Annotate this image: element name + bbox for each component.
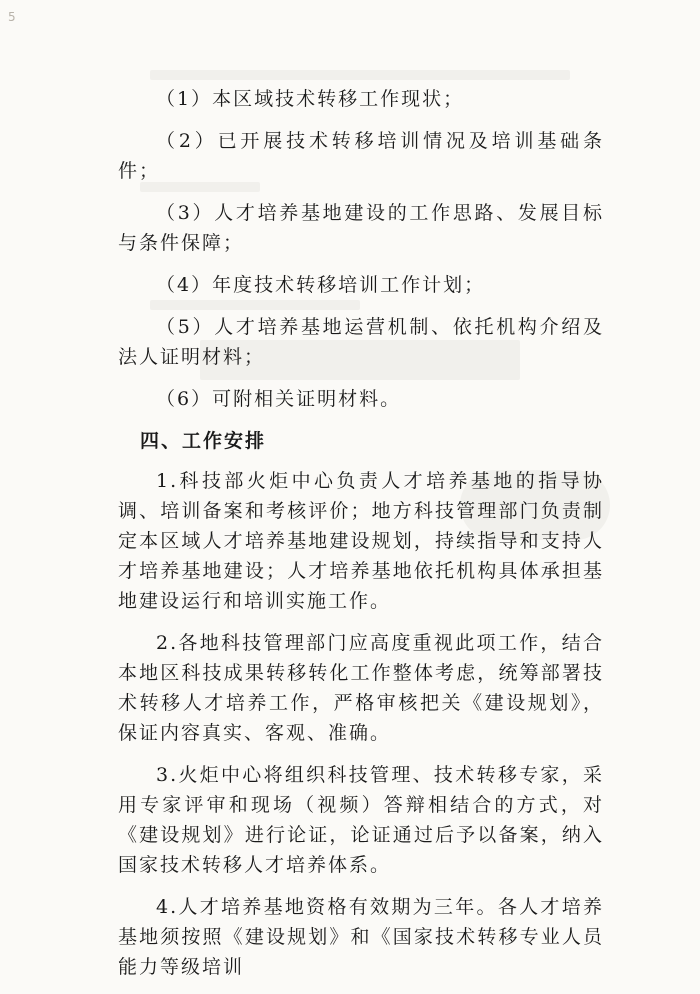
page-number: 5 (8, 10, 16, 24)
section-heading: 四、工作安排 (140, 430, 267, 452)
list-item: （5）人才培养基地运营机制、依托机构介绍及法人证明材料； (118, 316, 604, 368)
list-item: （6）可附相关证明材料。 (156, 388, 402, 410)
paragraph: 4.人才培养基地资格有效期为三年。各人才培养基地须按照《建设规划》和《国家技术转移专业人员能力等级培训 (118, 896, 604, 978)
list-item: （4）年度技术转移培训工作计划； (156, 274, 486, 296)
list-item: （3）人才培养基地建设的工作思路、发展目标与条件保障； (118, 202, 604, 254)
requirement-list (118, 84, 604, 414)
bleed-through-mark (150, 70, 570, 80)
paragraph: 2.各地科技管理部门应高度重视此项工作，结合本地区科技成果转移转化工作整体考虑，统筹部署技术转移人才培养工作，严格审核把关《建设规划》，保证内容真实、客观、准确。 (118, 632, 604, 744)
list-item: （1）本区域技术转移工作现状； (156, 88, 465, 110)
paragraph: 1.科技部火炬中心负责人才培养基地的指导协调、培训备案和考核评价；地方科技管理部门负责制定本区域人才培养基地建设规划，持续指导和支持人才培养基地建设；人才培养基地依托机构具体承担基地建设运行和培训实施工作。 (118, 470, 604, 612)
paragraph: 3.火炬中心将组织科技管理、技术转移专家，采用专家评审和现场（视频）答辩相结合的方式，对《建设规划》进行论证，论证通过后予以备案，纳入国家技术转移人才培养体系。 (118, 764, 604, 876)
list-item: （2）已开展技术转移培训情况及培训基础条件； (118, 130, 604, 182)
document-body (118, 84, 604, 994)
